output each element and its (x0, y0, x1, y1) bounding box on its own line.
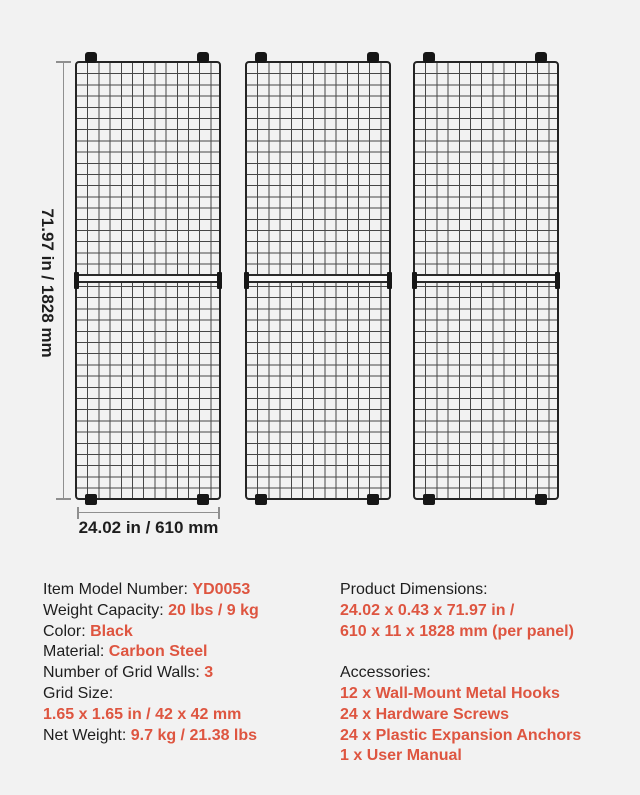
spec-value: 610 x 11 x 1828 mm (per panel) (340, 622, 574, 640)
wall-mount-hook-icon (197, 52, 209, 63)
spec-label: Accessories: (340, 664, 431, 682)
spec-line (43, 601, 259, 622)
spec-value: 20 lbs / 9 kg (168, 601, 259, 619)
spec-line (340, 580, 581, 601)
grid-panel-3 (413, 61, 559, 500)
spec-value: 1 x User Manual (340, 747, 462, 765)
spec-value: 24 x Hardware Screws (340, 705, 509, 723)
spec-line (340, 746, 581, 767)
spec-value: Black (90, 622, 133, 640)
spec-column-right (340, 580, 581, 767)
spec-value: Carbon Steel (108, 643, 208, 661)
spec-line (43, 622, 259, 643)
spec-line (340, 705, 581, 726)
spec-label: Product Dimensions: (340, 581, 488, 598)
panel-crossbar (413, 274, 559, 283)
height-dimension-line (63, 62, 64, 500)
spec-value: YD0053 (192, 581, 251, 598)
wall-mount-hook-icon (423, 494, 435, 505)
spec-line (340, 726, 581, 747)
grid-panel-2 (245, 61, 391, 500)
width-dimension-line (77, 512, 220, 513)
spec-value: 1.65 x 1.65 in / 42 x 42 mm (43, 705, 242, 723)
spec-line (340, 601, 581, 622)
spec-label: Material: (43, 643, 109, 661)
spec-value: 3 (204, 664, 214, 682)
wall-mount-hook-icon (255, 52, 267, 63)
spec-value: 24 x Plastic Expansion Anchors (340, 726, 582, 744)
spec-line (340, 663, 581, 684)
spec-line (43, 663, 259, 684)
spec-line (43, 684, 259, 705)
spec-label: Net Weight: (43, 726, 131, 744)
spec-value: 24.02 x 0.43 x 71.97 in / (340, 601, 515, 619)
spec-line (43, 705, 259, 726)
width-dimension-label: 24.02 in / 610 mm (78, 518, 219, 537)
spec-label: Grid Size: (43, 684, 114, 702)
height-dimension-cap-bottom (56, 498, 71, 500)
wall-mount-hook-icon (197, 494, 209, 505)
spec-column-left (43, 580, 259, 746)
wall-mount-hook-icon (85, 494, 97, 505)
panel-crossbar (75, 274, 221, 283)
spec-line (43, 642, 259, 663)
wall-mount-hook-icon (423, 52, 435, 63)
panel-crossbar (245, 274, 391, 283)
spec-value: 12 x Wall-Mount Metal Hooks (340, 684, 560, 702)
spec-label: Color: (43, 622, 91, 640)
wall-mount-hook-icon (535, 494, 547, 505)
grid-panel-1 (75, 61, 221, 500)
spec-label: Item Model Number: (43, 581, 193, 598)
spec-spacer (340, 642, 581, 663)
spec-line (340, 622, 581, 643)
wall-mount-hook-icon (255, 494, 267, 505)
wall-mount-hook-icon (85, 52, 97, 63)
wall-mount-hook-icon (367, 494, 379, 505)
spec-line (43, 580, 259, 601)
spec-label: Weight Capacity: (43, 601, 169, 619)
spec-label: Number of Grid Walls: (43, 664, 205, 682)
wall-mount-hook-icon (367, 52, 379, 63)
height-dimension-label: 71.97 in / 1828 mm (38, 208, 57, 358)
spec-line (340, 684, 581, 705)
height-dimension-cap-top (56, 61, 71, 63)
wall-mount-hook-icon (535, 52, 547, 63)
spec-line (43, 726, 259, 747)
spec-value: 9.7 kg / 21.38 lbs (130, 726, 258, 744)
